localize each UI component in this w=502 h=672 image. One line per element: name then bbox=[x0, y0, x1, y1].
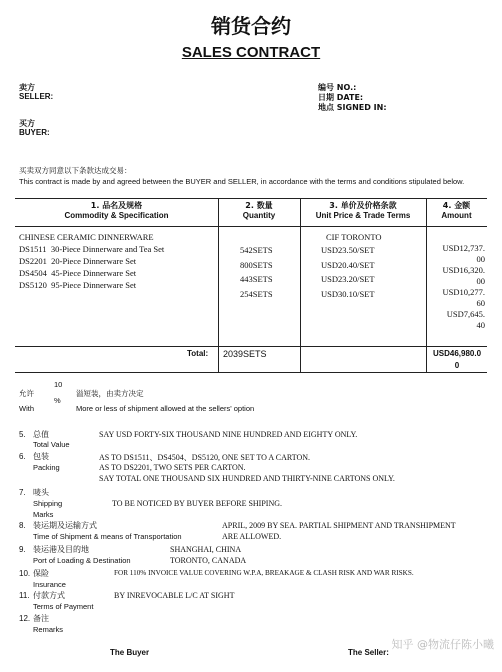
header-quantity: 2. 数量 Quantity bbox=[242, 201, 276, 220]
table-row: DS4504 45-Piece Dinnerware Set bbox=[19, 268, 137, 278]
clause-label-cn: 备注 bbox=[33, 614, 49, 623]
clause-number: 8. bbox=[19, 521, 26, 530]
allow-percent-value: 10 bbox=[54, 380, 63, 389]
clause-number: 9. bbox=[19, 545, 26, 554]
table-col-divider bbox=[218, 198, 219, 372]
port-loading-text: SHANGHAI, CHINA bbox=[170, 545, 242, 554]
clause-number: 6. bbox=[19, 452, 26, 461]
seller-signature-label: The Seller: bbox=[348, 648, 389, 657]
clause-label-en: Packing bbox=[33, 463, 60, 472]
clause-label-en: Total Value bbox=[33, 440, 70, 449]
commodity-list bbox=[19, 243, 217, 291]
clause-label-en: Insurance bbox=[33, 580, 66, 589]
clause-label-en: Shipping bbox=[33, 499, 63, 508]
packing-text-3: SAY TOTAL ONE THOUSAND SIX HUNDRED AND THIRTY-NINE CARTONS ONLY. bbox=[99, 474, 395, 483]
insurance-text: FOR 110% INVOICE VALUE COVERING W.P.A, BREAKAGE & CLASH RISK AND WAR RISKS. bbox=[114, 569, 414, 577]
total-value-text: SAY USD FORTY-SIX THOUSAND NINE HUNDRED AND EIGHTY ONLY. bbox=[99, 430, 358, 439]
clause-label-cn: 保险 bbox=[33, 569, 49, 578]
shipment-time-text-2: ARE ALLOWED. bbox=[222, 532, 282, 541]
allow-text-cn: 溢短装，由卖方决定 bbox=[76, 389, 144, 398]
trade-term: CIF TORONTO bbox=[326, 232, 382, 242]
total-label: Total: bbox=[187, 349, 209, 358]
seller-label: SELLER: bbox=[19, 92, 54, 101]
allow-label-cn: 允许 bbox=[19, 389, 34, 398]
header-commodity: 1. 品名及规格 Commodity & Specification bbox=[64, 201, 169, 220]
seller-label-cn: 卖方 bbox=[19, 83, 35, 92]
price-list: USD23.50/SET USD20.40/SET USD23.20/SET USD30.10/SET bbox=[321, 245, 375, 299]
clause-label-cn: 总值 bbox=[33, 430, 49, 439]
table-row: DS5120 95-Piece Dinnerware Set bbox=[19, 280, 137, 290]
table-body-border bbox=[15, 346, 487, 347]
commodity-title: CHINESE CERAMIC DINNERWARE bbox=[19, 232, 154, 242]
total-amount: USD46,980.0 0 bbox=[432, 349, 482, 370]
table-header-border bbox=[15, 226, 487, 227]
clause-label-en: Time of Shipment & means of Transportation bbox=[33, 532, 182, 541]
destination-text: TORONTO, CANADA bbox=[170, 556, 247, 565]
clause-label-en: Remarks bbox=[33, 625, 64, 634]
buyer-label-cn: 买方 bbox=[19, 119, 35, 128]
header-amount: 4. 金额 Amount bbox=[441, 201, 472, 220]
header-unit-price: 3. 单价及价格条款 Unit Price & Trade Terms bbox=[315, 201, 411, 220]
clause-label-en: Port of Loading & Destination bbox=[33, 556, 131, 565]
contract-no-label: 编号 NO.: bbox=[318, 83, 357, 92]
table-row: DS2201 20-Piece Dinnerware Set bbox=[19, 256, 137, 266]
buyer-signature-label: The Buyer bbox=[110, 648, 150, 657]
packing-text-2: AS TO DS2201, TWO SETS PER CARTON. bbox=[99, 463, 246, 472]
amount-list: USD12,737. 00 USD16,320. 00 USD10,277. 60 USD7,645. 40 bbox=[442, 243, 485, 330]
payment-terms-text: BY INREVOCABLE L/C AT SIGHT bbox=[114, 591, 235, 600]
total-quantity: 2039SETS bbox=[223, 349, 267, 359]
clause-label-cn: 唛头 bbox=[33, 488, 49, 497]
clause-label-cn: 装运港及目的地 bbox=[33, 545, 89, 554]
table-top-border bbox=[15, 198, 487, 199]
allow-label-en: With bbox=[19, 404, 34, 413]
clause-label-cn: 装运期及运输方式 bbox=[33, 521, 97, 530]
title-chinese: 销货合约 bbox=[211, 14, 291, 38]
quantity-list: 542SETS 800SETS 443SETS 254SETS bbox=[240, 245, 273, 299]
clause-number: 10. bbox=[19, 569, 31, 578]
clause-number: 12. bbox=[19, 614, 31, 623]
intro-english: This contract is made by and agreed between the BUYER and SELLER, in accordance with the terms and conditions stipulated below. bbox=[19, 177, 465, 186]
allow-text-en: More or less of shipment allowed at the sellers' option bbox=[76, 404, 255, 413]
shipment-time-text: APRIL, 2009 BY SEA. PARTIAL SHIPMENT AND TRANSHIPMENT bbox=[222, 521, 456, 530]
buyer-label: BUYER: bbox=[19, 128, 50, 137]
table-row: DS1511 30-Piece Dinnerware and Tea Set bbox=[19, 244, 165, 254]
packing-text: AS TO DS1511、DS4504、DS5120, ONE SET TO A CARTON. bbox=[99, 453, 311, 462]
clause-number: 11. bbox=[19, 591, 30, 600]
table-col-divider bbox=[300, 198, 301, 372]
intro-chinese: 买卖双方同意以下条款达成交易： bbox=[19, 166, 132, 175]
signed-in-label: 地点 SIGNED IN: bbox=[318, 103, 387, 112]
clause-label-en-2: Marks bbox=[33, 510, 54, 519]
clause-label-cn: 包装 bbox=[33, 452, 49, 461]
table-col-divider bbox=[426, 198, 427, 372]
allow-percent-sign: % bbox=[54, 396, 61, 405]
shipping-marks-text: TO BE NOTICED BY BUYER BEFORE SHIPING. bbox=[112, 499, 283, 508]
clause-label-cn: 付款方式 bbox=[33, 591, 65, 600]
table-bottom-border bbox=[15, 372, 487, 373]
clause-number: 5. bbox=[19, 430, 26, 439]
date-label: 日期 DATE: bbox=[318, 93, 364, 102]
clause-label-en: Terms of Payment bbox=[33, 602, 94, 611]
clause-number: 7. bbox=[19, 488, 26, 497]
watermark-text: 知乎 @物流仔陈小曦 bbox=[391, 638, 494, 651]
title-english: SALES CONTRACT bbox=[181, 44, 321, 61]
